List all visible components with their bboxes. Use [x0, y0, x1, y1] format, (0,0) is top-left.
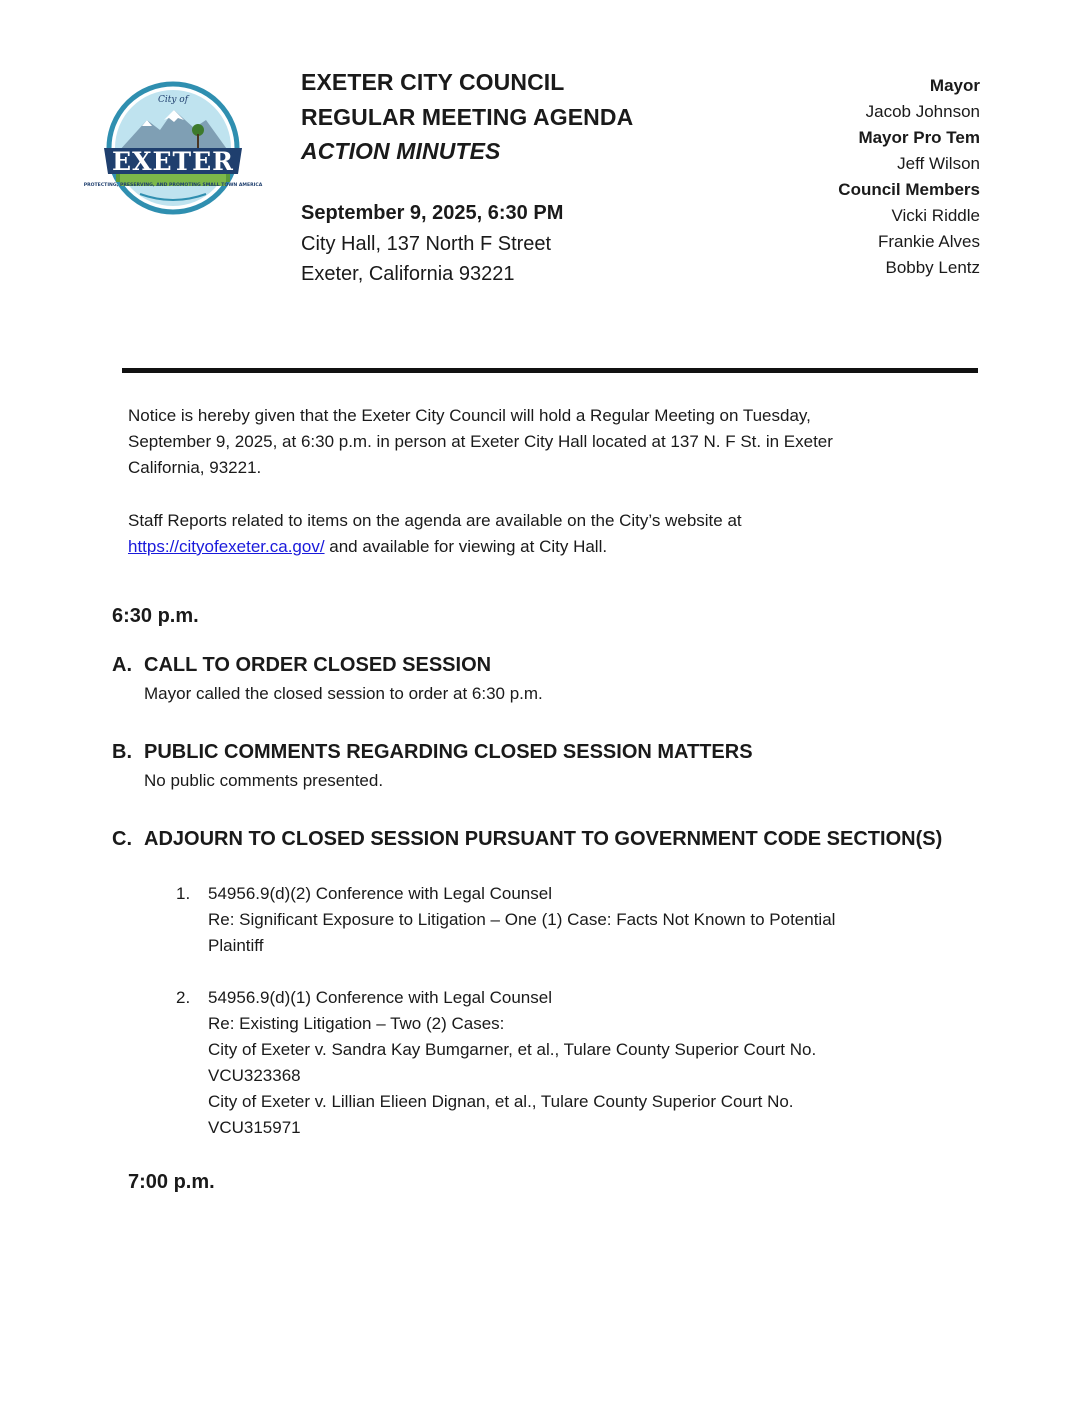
city-of-exeter-logo: [83, 82, 263, 218]
notice-line: Notice is hereby given that the Exeter City Council will hold a Regular Meeting on Tuesday,: [128, 406, 811, 425]
meeting-address-line-1: City Hall, 137 North F Street: [301, 233, 552, 255]
mayor-pro-tem-label: Mayor Pro Tem: [858, 128, 980, 147]
council-members-label: Council Members: [838, 180, 980, 199]
notice-line: September 9, 2025, at 6:30 p.m. in person at Exeter City Hall located at 137 N. F St. in Exeter: [128, 432, 833, 451]
agenda-item-line: 54956.9(d)(1) Conference with Legal Counsel: [208, 988, 552, 1007]
session-time-700: 7:00 p.m.: [128, 1171, 215, 1193]
section-body-a: Mayor called the closed session to order at 6:30 p.m.: [144, 684, 543, 703]
section-title-c: ADJOURN TO CLOSED SESSION PURSUANT TO GOVERNMENT CODE SECTION(S): [144, 828, 943, 850]
agenda-item-line: Plaintiff: [208, 936, 264, 955]
meeting-address-line-2: Exeter, California 93221: [301, 263, 515, 285]
mayor-name: Jacob Johnson: [865, 102, 980, 121]
council-member: Frankie Alves: [877, 232, 980, 251]
section-body-b: No public comments presented.: [144, 771, 384, 790]
agenda-item-line: VCU315971: [208, 1118, 301, 1137]
mayor-pro-tem-name: Jeff Wilson: [897, 154, 980, 173]
agenda-item-number: 2.: [176, 988, 191, 1007]
section-letter-c: C.: [112, 828, 132, 850]
council-roster: [838, 73, 980, 281]
session-time-630: 6:30 p.m.: [112, 605, 199, 627]
section-title-b: PUBLIC COMMENTS REGARDING CLOSED SESSION MATTERS: [144, 741, 753, 763]
header-divider: [122, 368, 978, 373]
agenda-item-number: 1.: [176, 884, 191, 903]
council-title: EXETER CITY COUNCIL: [301, 69, 565, 95]
city-website-link[interactable]: https://cityofexeter.ca.gov/: [128, 537, 325, 556]
council-member: Vicki Riddle: [891, 206, 980, 225]
council-member: Bobby Lentz: [885, 258, 980, 277]
minutes-title: ACTION MINUTES: [301, 138, 501, 164]
staff-reports-line: Staff Reports related to items on the agenda are available on the City’s website at: [128, 511, 742, 530]
agenda-item: [208, 881, 948, 959]
section-letter-b: B.: [112, 741, 132, 763]
agenda-item-line: 54956.9(d)(2) Conference with Legal Counsel: [208, 884, 552, 903]
agenda-item-line: City of Exeter v. Sandra Kay Bumgarner, et al., Tulare County Superior Court No.: [208, 1040, 817, 1059]
agenda-item-line: Re: Significant Exposure to Litigation – One (1) Case: Facts Not Known to Potential: [208, 910, 836, 929]
agenda-item-line: Re: Existing Litigation – Two (2) Cases:: [208, 1014, 505, 1033]
logo-tagline: PROTECTING, PRESERVING, AND PROMOTING SMALL TOWN AMERICA: [83, 183, 263, 188]
staff-reports-paragraph: [128, 508, 948, 560]
meeting-date-time: September 9, 2025, 6:30 PM: [301, 202, 564, 224]
section-title-a: CALL TO ORDER CLOSED SESSION: [144, 654, 492, 676]
logo-city-name: EXETER: [112, 147, 234, 176]
agenda-item: [208, 985, 948, 1141]
agenda-item-line: City of Exeter v. Lillian Elieen Dignan, et al., Tulare County Superior Court No.: [208, 1092, 794, 1111]
agenda-title: REGULAR MEETING AGENDA: [301, 104, 634, 130]
notice-line: California, 93221.: [128, 458, 262, 477]
agenda-item-line: VCU323368: [208, 1066, 301, 1085]
mayor-label: Mayor: [929, 76, 980, 95]
logo-top-text: City of: [157, 95, 189, 105]
notice-paragraph: [128, 403, 948, 481]
staff-reports-line-rest: and available for viewing at City Hall.: [324, 537, 608, 556]
section-letter-a: A.: [112, 654, 132, 676]
